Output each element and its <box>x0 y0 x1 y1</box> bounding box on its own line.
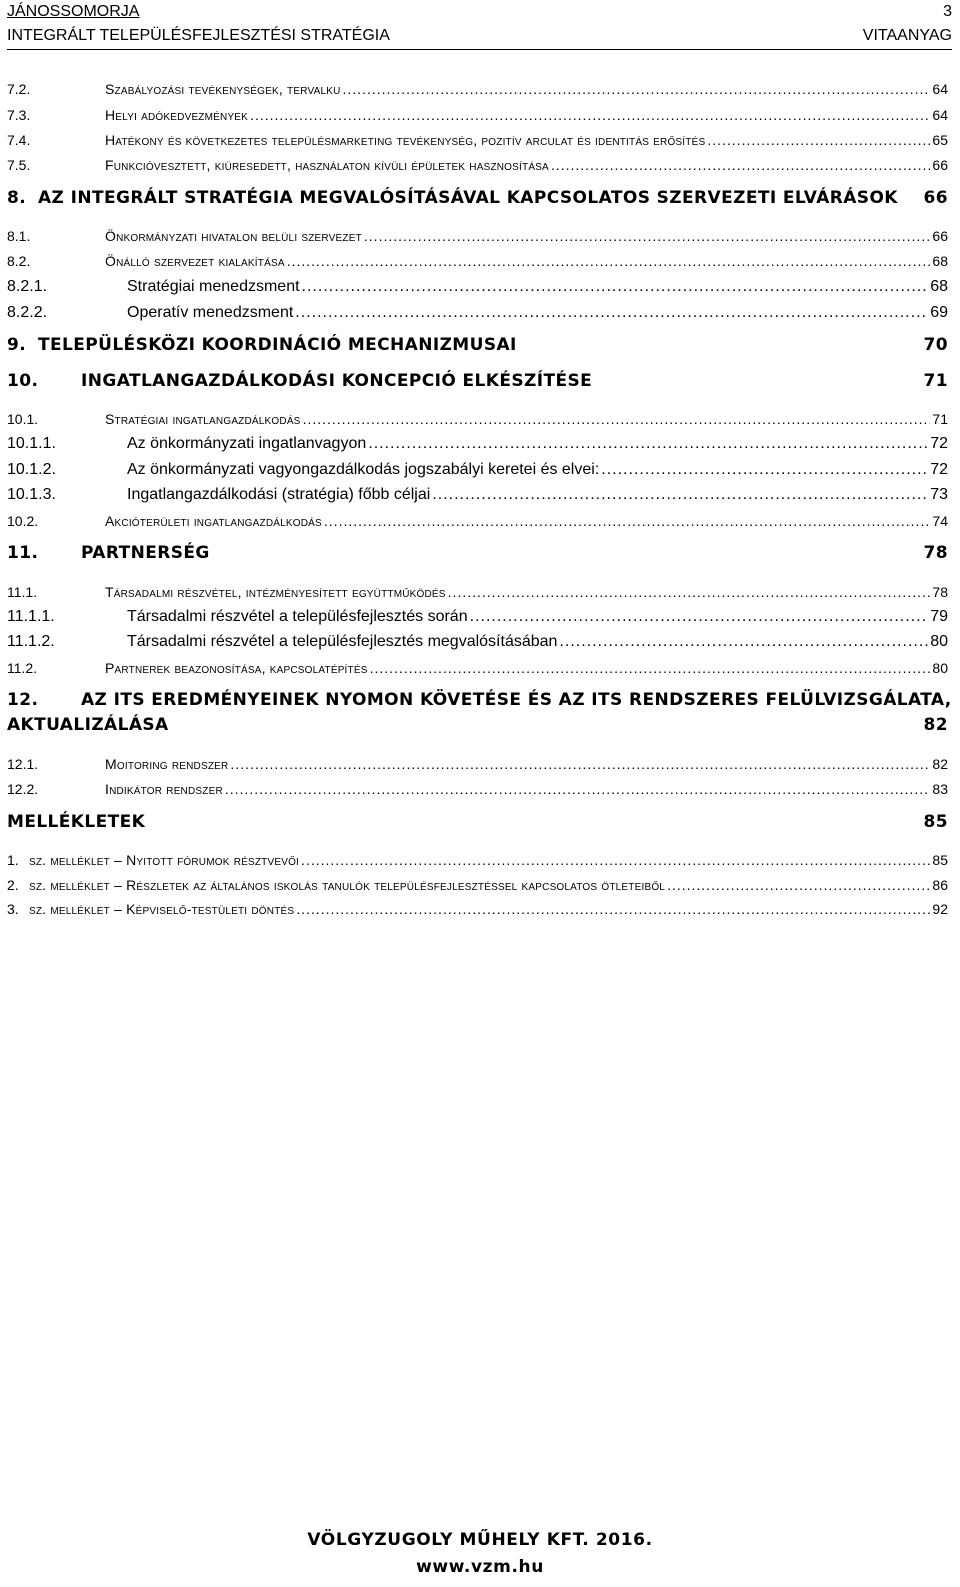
toc-entry[interactable]: 8.2.1. Stratégiai menedzsment ..... 68 <box>7 278 948 296</box>
toc-entry[interactable]: 10.1.3. Ingatlangazdálkodási (stratégia) főbb céljai ..... 73 <box>7 486 948 504</box>
toc-entry[interactable]: 10.1. Stratégiai ingatlangazdálkodás ..... 71 <box>7 411 948 427</box>
toc-chapter[interactable]: 8. AZ INTEGRÁLT STRATÉGIA MEGVALÓSÍTÁSÁVAL KAPCSOLATOS SZERVEZETI ELVÁRÁSOK 66 <box>7 188 948 208</box>
header-document-status: VITAANYAG <box>862 27 952 44</box>
toc-entry[interactable]: 7.3. Helyi adókedvezmények ..... 64 <box>7 107 948 123</box>
toc-entry[interactable]: 8.1. Önkormányzati hivatalon belüli szervezet ..... 66 <box>7 228 948 244</box>
toc-chapter-continuation[interactable]: AKTUALIZÁLÁSA 82 <box>7 715 948 735</box>
toc-entry[interactable]: 8.2.2. Operatív menedzsment ..... 69 <box>7 304 948 322</box>
toc-entry[interactable]: 1. sz. melléklet – Nyitott fórumok résztvevői ..... 85 <box>7 852 948 868</box>
toc-chapter[interactable]: MELLÉKLETEK 85 <box>7 812 948 832</box>
header-rule <box>7 49 952 50</box>
toc-chapter[interactable]: 9. TELEPÜLÉSKÖZI KOORDINÁCIÓ MECHANIZMUSAI 70 <box>7 335 948 355</box>
toc-entry[interactable]: 11.1.1. Társadalmi részvétel a településfejlesztés során ..... 79 <box>7 608 948 626</box>
toc-entry[interactable]: 7.4. Hatékony és következetes településmarketing tevékenység, pozitív arculat és identitás erősítés ..... 65 <box>7 132 948 148</box>
toc-chapter[interactable]: 11. PARTNERSÉG 78 <box>7 543 948 563</box>
toc-entry[interactable]: 3. sz. melléklet – Képviselő-testületi döntés ..... 92 <box>7 901 948 917</box>
toc-chapter[interactable]: 10. INGATLANGAZDÁLKODÁSI KONCEPCIÓ ELKÉSZÍTÉSE 71 <box>7 371 948 391</box>
header-document-title: INTEGRÁLT TELEPÜLÉSFEJLESZTÉSI STRATÉGIA <box>7 27 390 44</box>
toc-entry[interactable]: 2. sz. melléklet – Részletek az általános iskolás tanulók településfejlesztéssel kapcsolatos ötleteiből ..... 86 <box>7 877 948 893</box>
toc-entry[interactable]: 10.2. Akcióterületi ingatlangazdálkodás ..... 74 <box>7 513 948 529</box>
toc-entry[interactable]: 11.2. Partnerek beazonosítása, kapcsolatépítés ..... 80 <box>7 660 948 676</box>
footer-website[interactable]: www.vzm.hu <box>416 1557 544 1577</box>
page-number: 3 <box>943 3 952 20</box>
toc-entry[interactable]: 10.1.1. Az önkormányzati ingatlanvagyon ..... 72 <box>7 435 948 453</box>
toc-entry[interactable]: 12.2. Indikátor rendszer ..... 83 <box>7 781 948 797</box>
page-header <box>7 0 952 50</box>
footer-company: VÖLGYZUGOLY MŰHELY KFT. 2016. <box>307 1530 653 1550</box>
toc-entry[interactable]: 7.2. Szabályozási tevékenységek, tervalku ..... 64 <box>7 81 948 97</box>
toc-entry[interactable]: 7.5. Funkcióvesztett, kiüresedett, használaton kívüli épületek hasznosítása ..... 66 <box>7 157 948 173</box>
toc-entry[interactable]: 11.1.2. Társadalmi részvétel a településfejlesztés megvalósításában ..... 80 <box>7 633 948 651</box>
toc-entry[interactable]: 8.2. Önálló szervezet kialakítása ..... 68 <box>7 253 948 269</box>
toc-entry[interactable]: 11.1. Társadalmi részvétel, intézményesített együttműködés ..... 78 <box>7 584 948 600</box>
toc-entry[interactable]: 12.1. Moitoring rendszer ..... 82 <box>7 756 948 772</box>
page-footer <box>0 1527 960 1581</box>
header-municipality: JÁNOSSOMORJA <box>7 3 140 20</box>
toc-entry[interactable]: 10.1.2. Az önkormányzati vagyongazdálkodás jogszabályi keretei és elvei: ..... 72 <box>7 461 948 479</box>
toc-chapter[interactable]: 12. AZ ITS EREDMÉNYEINEK NYOMON KÖVETÉSE ÉS AZ ITS RENDSZERES FELÜLVIZSGÁLATA, <box>7 690 952 710</box>
